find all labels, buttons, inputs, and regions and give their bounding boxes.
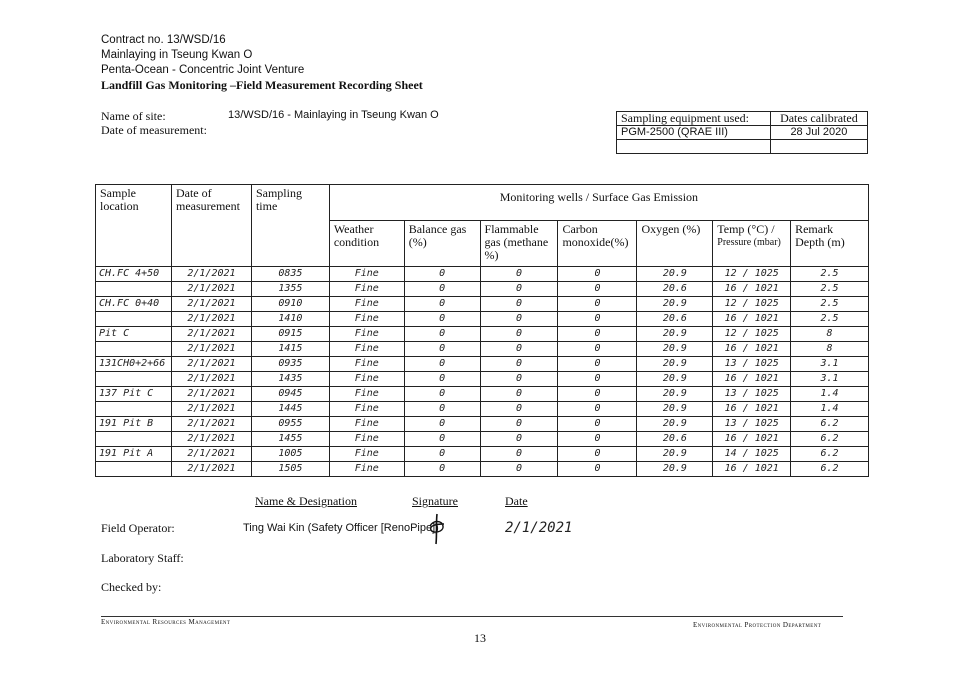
signature-header: Signature <box>412 494 458 508</box>
cell-co: 0 <box>558 282 637 297</box>
cell-flam: 0 <box>480 372 558 387</box>
cell-weather: Fine <box>329 432 404 447</box>
cell-o2: 20.6 <box>637 282 713 297</box>
cell-o2: 20.6 <box>637 432 713 447</box>
cell-weather: Fine <box>329 267 404 282</box>
cell-weather: Fine <box>329 417 404 432</box>
cell-co: 0 <box>558 387 637 402</box>
cell-o2: 20.9 <box>637 417 713 432</box>
cell-date: 2/1/2021 <box>171 282 251 297</box>
date-header: Date <box>505 494 528 508</box>
cell-tp: 16 / 1021 <box>713 342 791 357</box>
page-number: 13 <box>474 631 486 645</box>
cell-weather: Fine <box>329 282 404 297</box>
cell-weather: Fine <box>329 402 404 417</box>
table-row <box>96 327 869 342</box>
cell-loc <box>96 282 172 297</box>
cell-time: 1410 <box>251 312 329 327</box>
cell-co: 0 <box>558 297 637 312</box>
cell-weather: Fine <box>329 297 404 312</box>
cell-o2: 20.9 <box>637 297 713 312</box>
cell-loc: 191 Pit A <box>96 447 172 462</box>
col-remark-depth <box>791 221 869 267</box>
col-sample-location: Sample location <box>96 185 172 267</box>
cell-tp: 13 / 1025 <box>713 387 791 402</box>
cell-date: 2/1/2021 <box>171 447 251 462</box>
document-header <box>101 33 423 93</box>
project-name: Mainlaying in Tseung Kwan O <box>101 49 253 61</box>
cell-time: 0935 <box>251 357 329 372</box>
cell-loc <box>96 312 172 327</box>
cell-time: 1415 <box>251 342 329 357</box>
cell-flam: 0 <box>480 447 558 462</box>
table-row <box>96 462 869 477</box>
cell-depth: 6.2 <box>791 447 869 462</box>
cell-tp: 16 / 1021 <box>713 462 791 477</box>
cell-weather: Fine <box>329 357 404 372</box>
cell-depth: 2.5 <box>791 312 869 327</box>
cell-flam: 0 <box>480 342 558 357</box>
col-temp-label: Temp (°C) / <box>717 222 775 236</box>
cell-depth: 8 <box>791 342 869 357</box>
measurement-table <box>95 184 869 477</box>
cell-loc <box>96 402 172 417</box>
equipment-header: Sampling equipment used: <box>617 112 771 126</box>
cell-loc <box>96 372 172 387</box>
cell-loc <box>96 462 172 477</box>
cell-time: 1005 <box>251 447 329 462</box>
cell-date: 2/1/2021 <box>171 432 251 447</box>
col-time: Sampling time <box>251 185 329 267</box>
col-pressure-label: Pressure (mbar) <box>717 237 781 248</box>
sheet-title: Landfill Gas Monitoring –Field Measurement Recording Sheet <box>101 78 423 92</box>
table-row <box>96 357 869 372</box>
cell-tp: 16 / 1021 <box>713 372 791 387</box>
cell-flam: 0 <box>480 312 558 327</box>
col-group-monitoring: Monitoring wells / Surface Gas Emission <box>329 185 868 221</box>
cell-loc: Pit C <box>96 327 172 342</box>
cell-loc: 137 Pit C <box>96 387 172 402</box>
cell-tp: 12 / 1025 <box>713 267 791 282</box>
cell-flam: 0 <box>480 432 558 447</box>
cell-flam: 0 <box>480 297 558 312</box>
cell-flam: 0 <box>480 357 558 372</box>
name-designation-header: Name & Designation <box>255 494 357 508</box>
cell-depth: 1.4 <box>791 387 869 402</box>
cell-o2: 20.9 <box>637 327 713 342</box>
cell-o2: 20.9 <box>637 462 713 477</box>
site-name-value: 13/WSD/16 - Mainlaying in Tseung Kwan O <box>228 109 439 121</box>
cell-bal: 0 <box>404 267 480 282</box>
cell-co: 0 <box>558 312 637 327</box>
footer-left: Environmental Resources Management <box>101 618 231 626</box>
cell-co: 0 <box>558 267 637 282</box>
cell-tp: 16 / 1021 <box>713 432 791 447</box>
cell-time: 1355 <box>251 282 329 297</box>
checked-by-label: Checked by: <box>101 580 162 594</box>
measurement-date-label: Date of measurement: <box>101 123 207 137</box>
cell-weather: Fine <box>329 342 404 357</box>
cell-bal: 0 <box>404 312 480 327</box>
contractor-name: Penta-Ocean - Concentric Joint Venture <box>101 64 305 76</box>
col-date: Date of measurement <box>171 185 251 267</box>
cell-time: 0955 <box>251 417 329 432</box>
cell-bal: 0 <box>404 387 480 402</box>
table-row <box>96 387 869 402</box>
cell-time: 1445 <box>251 402 329 417</box>
table-row <box>96 432 869 447</box>
cell-date: 2/1/2021 <box>171 402 251 417</box>
table-row <box>96 372 869 387</box>
calibrated-value: 28 Jul 2020 <box>770 126 867 140</box>
cell-tp: 16 / 1021 <box>713 402 791 417</box>
table-row <box>96 267 869 282</box>
cell-flam: 0 <box>480 282 558 297</box>
cell-co: 0 <box>558 342 637 357</box>
cell-flam: 0 <box>480 387 558 402</box>
cell-date: 2/1/2021 <box>171 372 251 387</box>
cell-flam: 0 <box>480 402 558 417</box>
cell-flam: 0 <box>480 327 558 342</box>
lab-staff-label: Laboratory Staff: <box>101 551 184 565</box>
col-remark-label: Remark <box>795 222 834 236</box>
cell-depth: 2.5 <box>791 282 869 297</box>
cell-o2: 20.9 <box>637 387 713 402</box>
cell-date: 2/1/2021 <box>171 462 251 477</box>
measurement-rows <box>96 267 869 477</box>
cell-bal: 0 <box>404 432 480 447</box>
cell-co: 0 <box>558 357 637 372</box>
cell-tp: 12 / 1025 <box>713 297 791 312</box>
cell-o2: 20.9 <box>637 447 713 462</box>
cell-o2: 20.9 <box>637 342 713 357</box>
cell-o2: 20.6 <box>637 312 713 327</box>
cell-bal: 0 <box>404 462 480 477</box>
cell-loc: 191 Pit B <box>96 417 172 432</box>
cell-bal: 0 <box>404 417 480 432</box>
footer-right: Environmental Protection Department <box>693 621 822 629</box>
cell-date: 2/1/2021 <box>171 297 251 312</box>
cell-co: 0 <box>558 462 637 477</box>
calibrated-header: Dates calibrated <box>770 112 867 126</box>
cell-weather: Fine <box>329 312 404 327</box>
cell-co: 0 <box>558 402 637 417</box>
cell-date: 2/1/2021 <box>171 327 251 342</box>
cell-co: 0 <box>558 417 637 432</box>
col-carbon-monoxide: Carbon monoxide(%) <box>558 221 637 267</box>
cell-o2: 20.9 <box>637 402 713 417</box>
cell-time: 0910 <box>251 297 329 312</box>
cell-tp: 13 / 1025 <box>713 357 791 372</box>
cell-bal: 0 <box>404 327 480 342</box>
col-weather: Weather condition <box>329 221 404 267</box>
col-balance-gas: Balance gas (%) <box>404 221 480 267</box>
cell-tp: 13 / 1025 <box>713 417 791 432</box>
cell-depth: 6.2 <box>791 417 869 432</box>
site-name-label: Name of site: <box>101 109 166 123</box>
cell-date: 2/1/2021 <box>171 357 251 372</box>
table-row <box>96 282 869 297</box>
cell-tp: 16 / 1021 <box>713 312 791 327</box>
cell-co: 0 <box>558 432 637 447</box>
cell-bal: 0 <box>404 402 480 417</box>
cell-o2: 20.9 <box>637 372 713 387</box>
field-operator-label: Field Operator: <box>101 521 175 535</box>
cell-flam: 0 <box>480 417 558 432</box>
cell-time: 1455 <box>251 432 329 447</box>
field-operator-date: 2/1/2021 <box>505 520 573 536</box>
footer-divider <box>101 616 843 617</box>
cell-time: 1435 <box>251 372 329 387</box>
cell-weather: Fine <box>329 372 404 387</box>
cell-time: 0915 <box>251 327 329 342</box>
cell-tp: 12 / 1025 <box>713 327 791 342</box>
cell-depth: 1.4 <box>791 402 869 417</box>
cell-bal: 0 <box>404 282 480 297</box>
field-operator-name: Ting Wai Kin (Safety Officer [RenoPipe]) <box>243 522 439 534</box>
cell-date: 2/1/2021 <box>171 312 251 327</box>
contract-number: Contract no. 13/WSD/16 <box>101 34 226 46</box>
equipment-table <box>616 111 868 154</box>
cell-depth: 2.5 <box>791 267 869 282</box>
equipment-empty <box>617 140 771 154</box>
cell-time: 0835 <box>251 267 329 282</box>
cell-date: 2/1/2021 <box>171 267 251 282</box>
cell-tp: 16 / 1021 <box>713 282 791 297</box>
site-info <box>101 109 207 137</box>
table-row <box>96 402 869 417</box>
col-depth-label: Depth (m) <box>795 235 845 249</box>
table-row <box>96 297 869 312</box>
cell-co: 0 <box>558 447 637 462</box>
cell-co: 0 <box>558 372 637 387</box>
cell-co: 0 <box>558 327 637 342</box>
table-row <box>96 417 869 432</box>
signature-mark <box>427 512 447 546</box>
cell-bal: 0 <box>404 297 480 312</box>
cell-depth: 2.5 <box>791 297 869 312</box>
cell-loc <box>96 342 172 357</box>
cell-o2: 20.9 <box>637 267 713 282</box>
cell-weather: Fine <box>329 447 404 462</box>
cell-bal: 0 <box>404 357 480 372</box>
col-oxygen: Oxygen (%) <box>637 221 713 267</box>
cell-o2: 20.9 <box>637 357 713 372</box>
cell-time: 1505 <box>251 462 329 477</box>
cell-bal: 0 <box>404 342 480 357</box>
table-row <box>96 342 869 357</box>
table-row <box>96 447 869 462</box>
calibrated-empty <box>770 140 867 154</box>
cell-depth: 6.2 <box>791 462 869 477</box>
cell-time: 0945 <box>251 387 329 402</box>
cell-loc <box>96 432 172 447</box>
cell-depth: 3.1 <box>791 357 869 372</box>
cell-date: 2/1/2021 <box>171 342 251 357</box>
col-flammable-gas: Flammable gas (methane %) <box>480 221 558 267</box>
equipment-value: PGM-2500 (QRAE III) <box>617 126 771 140</box>
cell-weather: Fine <box>329 327 404 342</box>
cell-depth: 6.2 <box>791 432 869 447</box>
cell-date: 2/1/2021 <box>171 387 251 402</box>
cell-loc: CH.FC 4+50 <box>96 267 172 282</box>
cell-weather: Fine <box>329 387 404 402</box>
cell-flam: 0 <box>480 267 558 282</box>
cell-bal: 0 <box>404 372 480 387</box>
table-row <box>96 312 869 327</box>
cell-bal: 0 <box>404 447 480 462</box>
col-temp-pressure <box>713 221 791 267</box>
cell-weather: Fine <box>329 462 404 477</box>
cell-loc: CH.FC 0+40 <box>96 297 172 312</box>
cell-depth: 8 <box>791 327 869 342</box>
cell-flam: 0 <box>480 462 558 477</box>
cell-depth: 3.1 <box>791 372 869 387</box>
cell-loc: 131CH0+2+66 <box>96 357 172 372</box>
cell-tp: 14 / 1025 <box>713 447 791 462</box>
cell-date: 2/1/2021 <box>171 417 251 432</box>
